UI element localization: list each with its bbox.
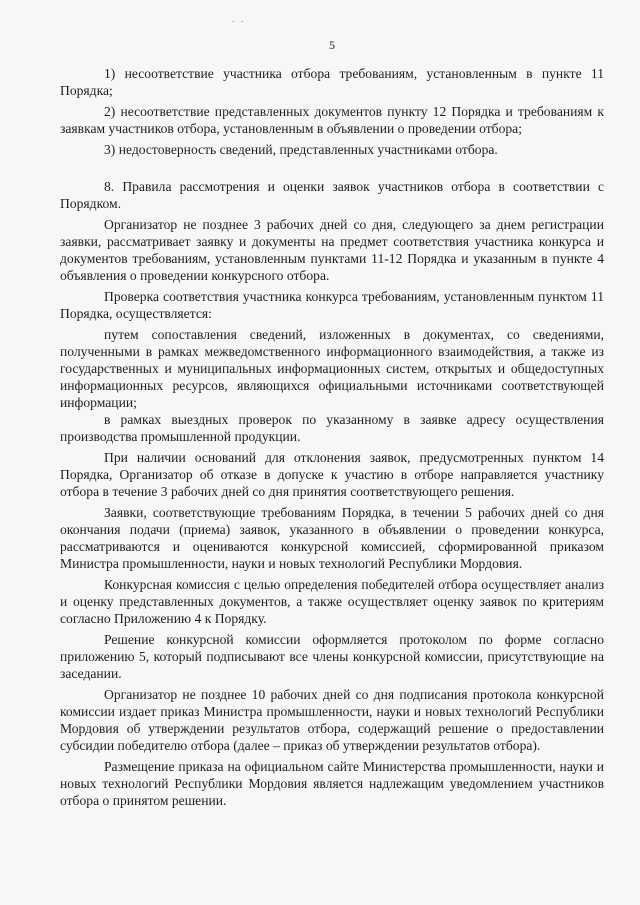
paragraph-commission-review: Заявки, соответствующие требованиям Порядка, в течении 5 рабочих дней со дня окончания подачи (приема) заявок, указанного в объявлении о проведении конкурса, рассматриваются и оцениваются конкурсной комиссией, сформированной приказом Министра промышленности, науки и новых технологий Республики Мордовия. [60, 505, 604, 571]
paragraph-publication: Размещение приказа на официальном сайте Министерства промышленности, науки и новых технологий Республики Мордовия является надлежащим уведомлением участников отбора о принятом решении. [60, 759, 604, 808]
paragraph-item-1: 1) несоответствие участника отбора требованиям, установленным в пункте 11 Порядка; [60, 66, 604, 98]
paragraph-rejection: При наличии оснований для отклонения заявок, предусмотренных пунктом 14 Порядка, Организатор об отказе в допуске к участию в отборе направляется участнику отбора в течение 3 рабочих дней со дня принятия соответствующего решения. [60, 450, 604, 499]
paragraph-order: Организатор не позднее 10 рабочих дней со дня подписания протокола конкурсной комиссии издает приказ Министра промышленности, науки и новых технологий Республики Мордовия об утверждении результатов отбора, содержащий решение о предоставлении субсидии победителю отбора (далее – приказ об утверждении результатов отбора). [60, 687, 604, 753]
paragraph-organizer-review: Организатор не позднее 3 рабочих дней со дня, следующего за днем регистрации заявки, рассматривает заявку и документы на предмет соответствия участника конкурса и документов требованиям, установленным пунктами 11-12 Порядка и указанным в пункте 4 объявления о проведении конкурсного отбора. [60, 217, 604, 283]
section-heading: 8. Правила рассмотрения и оценки заявок участников отбора в соответствии с Порядком. [60, 179, 604, 211]
paragraph-protocol: Решение конкурсной комиссии оформляется протоколом по форме согласно приложению 5, который подписывают все члены конкурсной комиссии, присутствующие на заседании. [60, 632, 604, 681]
paragraph-comparison-method: путем сопоставления сведений, изложенных в документах, со сведениями, полученными в рамках межведомственного информационного взаимодействия, а также из государственных и муниципальных информационных систем, открытых и общедоступных информационных ресурсов, являющихся официальными источниками соответствующей информации; [60, 327, 604, 410]
paragraph-commission-analysis: Конкурсная комиссия с целью определения победителей отбора осуществляет анализ и оценку представленных документов, а также осуществляет оценку заявок по критериям согласно Приложению 4 к Порядку. [60, 577, 604, 626]
page-number: 5 [329, 38, 335, 52]
paragraph-item-2: 2) несоответствие представленных документов пункту 12 Порядка и требованиям к заявкам участников отбора, установленным в объявлении о проведении отбора; [60, 104, 604, 136]
scan-marks: . . [232, 14, 246, 25]
paragraph-onsite-inspection: в рамках выездных проверок по указанному в заявке адресу осуществления производства промышленной продукции. [60, 412, 604, 444]
paragraph-item-3: 3) недостоверность сведений, представленных участниками отбора. [104, 142, 498, 157]
paragraph-compliance-check: Проверка соответствия участника конкурса требованиям, установленным пунктом 11 Порядка, осуществляется: [60, 289, 604, 321]
